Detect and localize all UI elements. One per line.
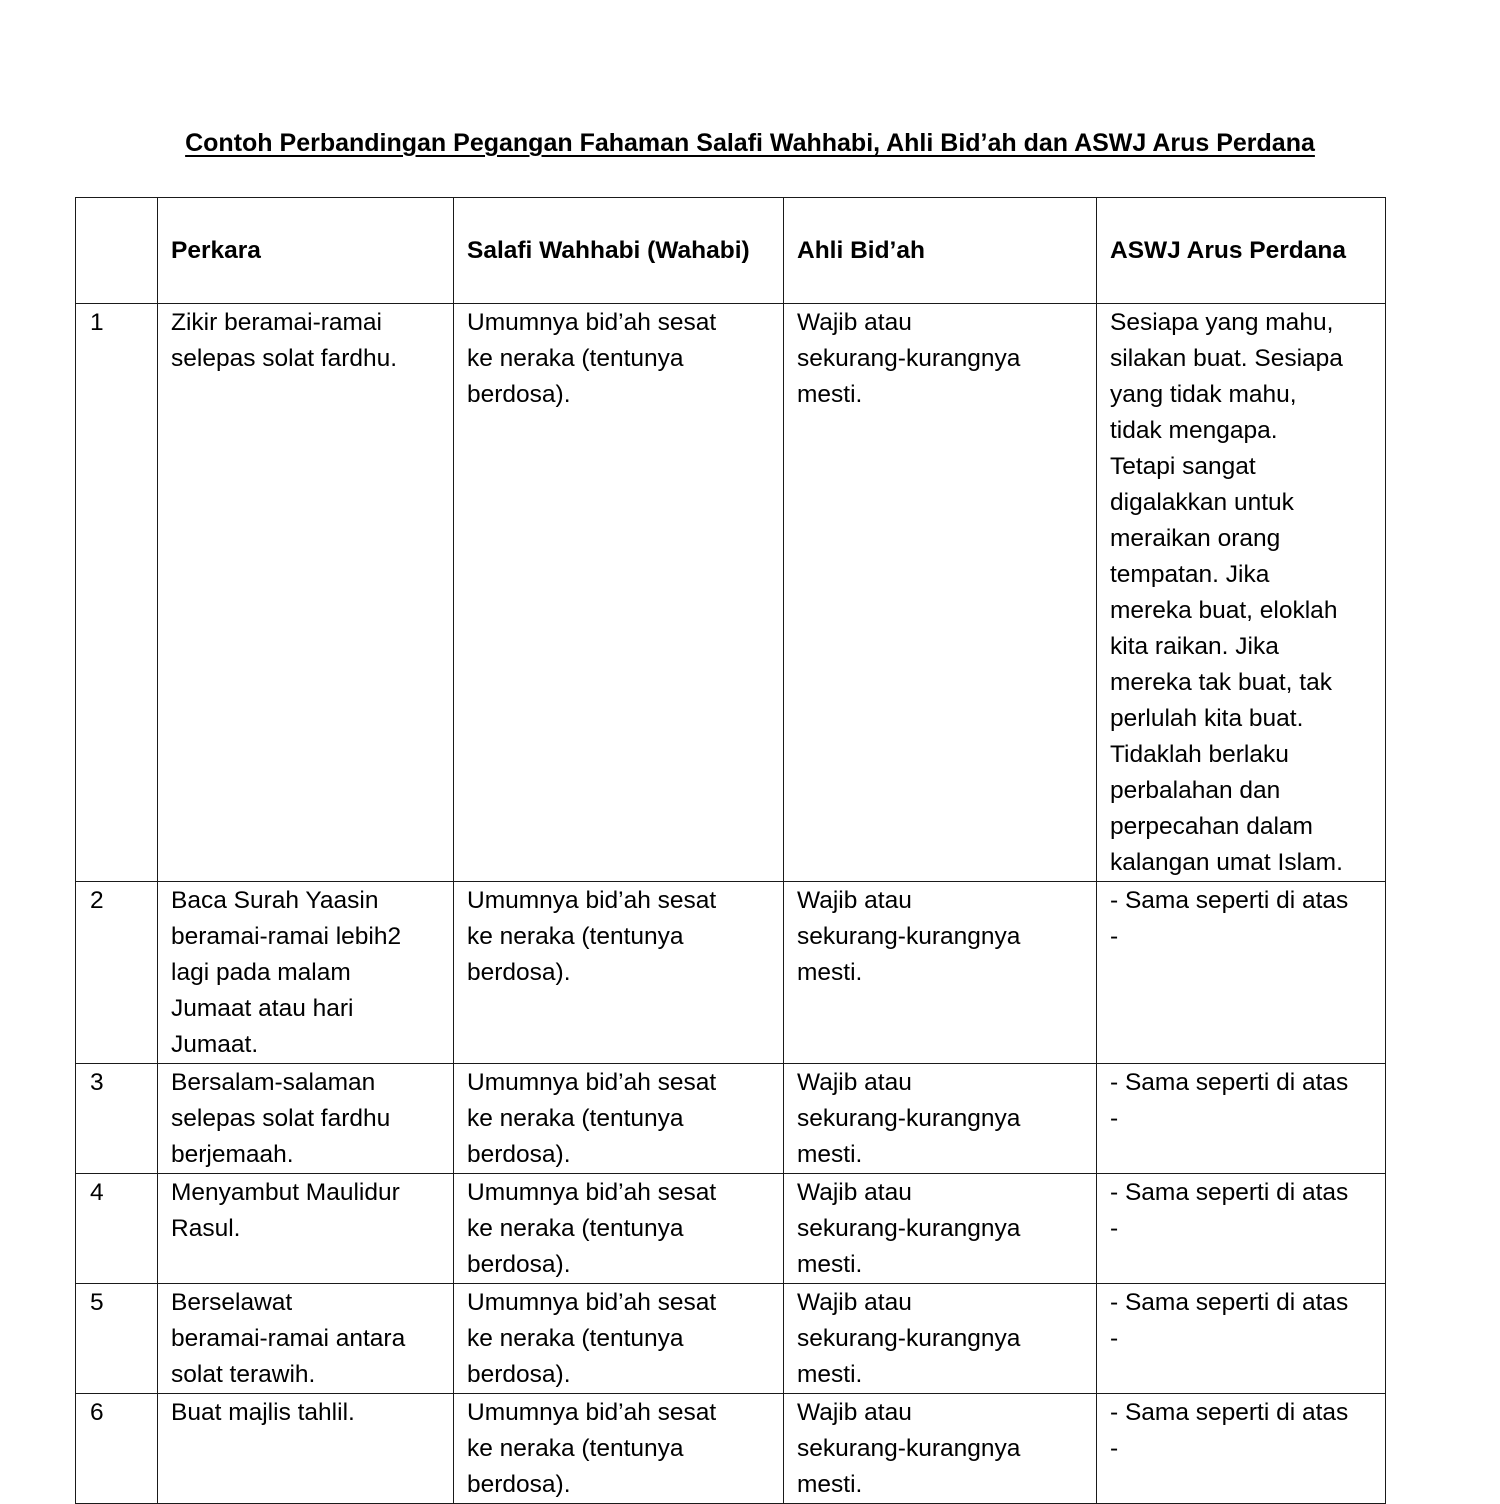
cell-aswj [1097, 1174, 1386, 1284]
cell-perkara [158, 1284, 454, 1394]
cell-salafi-wahhabi [454, 1394, 784, 1504]
document-title: Contoh Perbandingan Pegangan Fahaman Salafi Wahhabi, Ahli Bid’ah dan ASWJ Arus Perdana [185, 129, 1315, 157]
cell-text-line: - [1110, 1215, 1119, 1242]
cell-aswj [1097, 1394, 1386, 1504]
cell-text-line: sekurang-kurangnya [797, 1325, 1021, 1352]
cell-text-line: tidak mengapa. [1110, 417, 1278, 444]
cell-number: 2 [76, 882, 158, 1064]
cell-text-line: mereka buat, eloklah [1110, 597, 1338, 624]
cell-text-line: ke neraka (tentunya [467, 1435, 684, 1462]
cell-text-line: Berselawat [171, 1289, 293, 1316]
cell-text-line: yang tidak mahu, [1110, 381, 1297, 408]
cell-text-line: ke neraka (tentunya [467, 1215, 684, 1242]
cell-text-line: Baca Surah Yaasin [171, 887, 379, 914]
cell-salafi-wahhabi [454, 304, 784, 882]
cell-text-line: silakan buat. Sesiapa [1110, 345, 1343, 372]
cell-text-line: - Sama seperti di atas [1110, 887, 1349, 914]
cell-text-line: sekurang-kurangnya [797, 345, 1021, 372]
cell-ahli-bidah [784, 1174, 1097, 1284]
cell-text-line: solat terawih. [171, 1361, 316, 1388]
cell-number: 1 [76, 304, 158, 882]
header-perkara: Perkara [158, 198, 454, 304]
cell-salafi-wahhabi [454, 1284, 784, 1394]
cell-text-line: mesti. [797, 959, 863, 986]
cell-text-line: Sesiapa yang mahu, [1110, 309, 1334, 336]
cell-text-line: ke neraka (tentunya [467, 1105, 684, 1132]
cell-text-line: berdosa). [467, 1251, 571, 1278]
cell-text-line: berdosa). [467, 1361, 571, 1388]
cell-text-line: Wajib atau [797, 309, 912, 336]
table-row [76, 304, 1386, 882]
cell-text-line: sekurang-kurangnya [797, 923, 1021, 950]
cell-text-line: berjemaah. [171, 1141, 294, 1168]
cell-text-line: Tetapi sangat [1110, 453, 1256, 480]
cell-text-line: Zikir beramai-ramai [171, 309, 383, 336]
cell-text-line: Wajib atau [797, 1179, 912, 1206]
table-row [76, 882, 1386, 1064]
cell-text-line: sekurang-kurangnya [797, 1215, 1021, 1242]
cell-text-line: perpecahan dalam [1110, 813, 1313, 840]
cell-text-line: - Sama seperti di atas [1110, 1399, 1349, 1426]
cell-text-line: ke neraka (tentunya [467, 345, 684, 372]
cell-text-line: meraikan orang [1110, 525, 1281, 552]
cell-number: 5 [76, 1284, 158, 1394]
cell-text-line: Menyambut Maulidur [171, 1179, 400, 1206]
cell-aswj [1097, 882, 1386, 1064]
cell-text-line: mesti. [797, 1251, 863, 1278]
cell-text-line: berdosa). [467, 381, 571, 408]
cell-ahli-bidah [784, 882, 1097, 1064]
cell-text-line: Umumnya bid’ah sesat [467, 1399, 717, 1426]
cell-text-line: kalangan umat Islam. [1110, 849, 1343, 876]
cell-text-line: mesti. [797, 381, 863, 408]
table-row [76, 1064, 1386, 1174]
cell-perkara [158, 1394, 454, 1504]
cell-text-line: Wajib atau [797, 1289, 912, 1316]
cell-text-line: - Sama seperti di atas [1110, 1289, 1349, 1316]
cell-number: 6 [76, 1394, 158, 1504]
cell-ahli-bidah [784, 1394, 1097, 1504]
cell-number: 4 [76, 1174, 158, 1284]
cell-text-line: selepas solat fardhu [171, 1105, 391, 1132]
cell-text-line: mesti. [797, 1471, 863, 1498]
cell-ahli-bidah [784, 1284, 1097, 1394]
cell-text-line: Jumaat. [171, 1031, 259, 1058]
cell-perkara [158, 1174, 454, 1284]
cell-aswj [1097, 1064, 1386, 1174]
cell-number: 3 [76, 1064, 158, 1174]
cell-perkara [158, 882, 454, 1064]
cell-text-line: Rasul. [171, 1215, 241, 1242]
cell-text-line: lagi pada malam [171, 959, 351, 986]
cell-text-line: berdosa). [467, 1141, 571, 1168]
table-header-row [76, 198, 1386, 304]
cell-ahli-bidah [784, 1064, 1097, 1174]
cell-ahli-bidah [784, 304, 1097, 882]
cell-text-line: Umumnya bid’ah sesat [467, 1179, 717, 1206]
cell-text-line: - [1110, 1105, 1119, 1132]
cell-text-line: - [1110, 1325, 1119, 1352]
table-row [76, 1174, 1386, 1284]
cell-text-line: - Sama seperti di atas [1110, 1179, 1349, 1206]
cell-text-line: Bersalam-salaman [171, 1069, 376, 1096]
cell-aswj [1097, 304, 1386, 882]
cell-text-line: - Sama seperti di atas [1110, 1069, 1349, 1096]
cell-text-line: sekurang-kurangnya [797, 1105, 1021, 1132]
cell-perkara [158, 304, 454, 882]
cell-text-line: Tidaklah berlaku [1110, 741, 1289, 768]
cell-text-line: perbalahan dan [1110, 777, 1281, 804]
cell-text-line: Umumnya bid’ah sesat [467, 887, 717, 914]
table-row [76, 1394, 1386, 1504]
cell-text-line: mesti. [797, 1361, 863, 1388]
cell-text-line: beramai-ramai lebih2 [171, 923, 402, 950]
cell-text-line: mereka tak buat, tak [1110, 669, 1332, 696]
cell-text-line: Jumaat atau hari [171, 995, 354, 1022]
cell-text-line: tempatan. Jika [1110, 561, 1270, 588]
cell-text-line: Wajib atau [797, 1399, 912, 1426]
cell-text-line: - [1110, 923, 1119, 950]
cell-text-line: Umumnya bid’ah sesat [467, 309, 717, 336]
cell-text-line: kita raikan. Jika [1110, 633, 1279, 660]
cell-text-line: ke neraka (tentunya [467, 923, 684, 950]
cell-aswj [1097, 1284, 1386, 1394]
cell-text-line: Buat majlis tahlil. [171, 1399, 355, 1426]
header-salafi-wahhabi: Salafi Wahhabi (Wahabi) [454, 198, 784, 304]
cell-text-line: - [1110, 1435, 1119, 1462]
cell-text-line: Umumnya bid’ah sesat [467, 1069, 717, 1096]
cell-salafi-wahhabi [454, 1174, 784, 1284]
cell-text-line: perlulah kita buat. [1110, 705, 1304, 732]
header-ahli-bidah: Ahli Bid’ah [784, 198, 1097, 304]
cell-salafi-wahhabi [454, 1064, 784, 1174]
cell-text-line: selepas solat fardhu. [171, 345, 398, 372]
cell-text-line: ke neraka (tentunya [467, 1325, 684, 1352]
header-number [76, 198, 158, 304]
cell-text-line: sekurang-kurangnya [797, 1435, 1021, 1462]
cell-text-line: berdosa). [467, 1471, 571, 1498]
cell-perkara [158, 1064, 454, 1174]
comparison-table [75, 197, 1386, 1504]
cell-text-line: beramai-ramai antara [171, 1325, 406, 1352]
cell-salafi-wahhabi [454, 882, 784, 1064]
table-row [76, 1284, 1386, 1394]
cell-text-line: Wajib atau [797, 1069, 912, 1096]
cell-text-line: Umumnya bid’ah sesat [467, 1289, 717, 1316]
cell-text-line: berdosa). [467, 959, 571, 986]
cell-text-line: mesti. [797, 1141, 863, 1168]
header-aswj: ASWJ Arus Perdana [1097, 198, 1386, 304]
cell-text-line: digalakkan untuk [1110, 489, 1294, 516]
cell-text-line: Wajib atau [797, 887, 912, 914]
table-body [76, 304, 1386, 1504]
